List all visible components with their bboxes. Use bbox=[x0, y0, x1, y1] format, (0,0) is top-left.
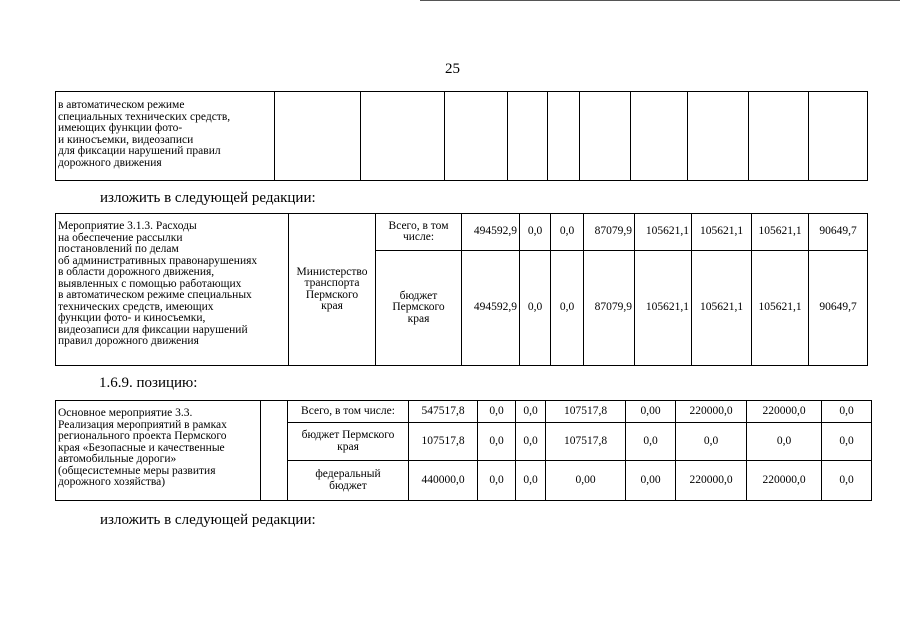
empty-cell bbox=[631, 92, 688, 181]
source-cell: Всего, в том числе: bbox=[376, 214, 462, 251]
empty-cell bbox=[445, 92, 508, 181]
value-cell: 0,0 bbox=[747, 423, 822, 461]
table-previous-continuation bbox=[55, 91, 868, 181]
value-cell: 90649,7 bbox=[809, 251, 868, 366]
value-cell: 107517,8 bbox=[409, 423, 478, 461]
value-cell: 0,0 bbox=[478, 401, 516, 423]
value-cell: 220000,0 bbox=[676, 461, 747, 501]
value-cell: 0,0 bbox=[551, 214, 584, 251]
empty-cell bbox=[275, 92, 361, 181]
value-cell: 0,00 bbox=[546, 461, 626, 501]
empty-cell bbox=[688, 92, 749, 181]
value-cell: 0,0 bbox=[516, 461, 546, 501]
empty-cell bbox=[580, 92, 631, 181]
page-number: 25 bbox=[445, 61, 460, 77]
value-cell: 0,0 bbox=[822, 401, 872, 423]
value-cell: 0,0 bbox=[551, 251, 584, 366]
value-cell: 0,0 bbox=[822, 461, 872, 501]
value-cell: 105621,1 bbox=[692, 251, 752, 366]
table-measure-3-1-3 bbox=[55, 213, 868, 366]
value-cell: 105621,1 bbox=[752, 214, 809, 251]
table-main-measure-3-3 bbox=[55, 400, 872, 501]
value-cell: 220000,0 bbox=[676, 401, 747, 423]
measure-description: Основное мероприятие 3.3. Реализация мероприятий в рамках регионального проекта Пермского края «Безопасные и качественные автомобильные дороги» (общесистемные меры развития дорожного хозяйства) bbox=[56, 401, 261, 501]
source-cell: бюджет Пермского края bbox=[288, 423, 409, 461]
source-cell: бюджет Пермского края bbox=[376, 251, 462, 366]
value-cell: 0,0 bbox=[478, 423, 516, 461]
empty-cell bbox=[749, 92, 809, 181]
empty-cell bbox=[361, 92, 445, 181]
empty-cell bbox=[508, 92, 548, 181]
value-cell: 105621,1 bbox=[635, 214, 692, 251]
value-cell: 0,0 bbox=[478, 461, 516, 501]
value-cell: 105621,1 bbox=[752, 251, 809, 366]
value-cell: 440000,0 bbox=[409, 461, 478, 501]
source-cell: Всего, в том числе: bbox=[288, 401, 409, 423]
value-cell: 105621,1 bbox=[692, 214, 752, 251]
value-cell: 0,0 bbox=[520, 251, 551, 366]
value-cell: 494592,9 bbox=[462, 214, 520, 251]
value-cell: 87079,9 bbox=[584, 251, 635, 366]
caption-position: 1.6.9. позицию: bbox=[99, 375, 198, 391]
value-cell: 220000,0 bbox=[747, 401, 822, 423]
value-cell: 107517,8 bbox=[546, 401, 626, 423]
value-cell: 107517,8 bbox=[546, 423, 626, 461]
value-cell: 220000,0 bbox=[747, 461, 822, 501]
value-cell: 105621,1 bbox=[635, 251, 692, 366]
value-cell: 0,0 bbox=[822, 423, 872, 461]
value-cell: 0,0 bbox=[520, 214, 551, 251]
measure-description: Мероприятие 3.1.3. Расходы на обеспечение рассылки постановлений по делам об административных правонарушениях в области дорожного движения, выявленных с помощью работающих в автоматическом режиме специальных технических средств, имеющих функции фото- и киносъемки, видеозаписи для фиксации нарушений правил дорожного движения bbox=[56, 214, 289, 366]
executor-cell bbox=[261, 401, 288, 501]
caption-new-edition-2: изложить в следующей редакции: bbox=[100, 512, 316, 528]
value-cell: 547517,8 bbox=[409, 401, 478, 423]
value-cell: 0,00 bbox=[626, 401, 676, 423]
executor-cell: Министерство транспорта Пермского края bbox=[289, 214, 376, 366]
value-cell: 494592,9 bbox=[462, 251, 520, 366]
measure-description: в автоматическом режиме специальных технических средств, имеющих функции фото- и киносъемки, видеозаписи для фиксации нарушений правил дорожного движения bbox=[56, 92, 275, 181]
empty-cell bbox=[809, 92, 868, 181]
value-cell: 87079,9 bbox=[584, 214, 635, 251]
value-cell: 90649,7 bbox=[809, 214, 868, 251]
caption-new-edition: изложить в следующей редакции: bbox=[100, 190, 316, 206]
value-cell: 0,0 bbox=[516, 401, 546, 423]
value-cell: 0,00 bbox=[626, 461, 676, 501]
source-cell: федеральный бюджет bbox=[288, 461, 409, 501]
top-rule bbox=[420, 0, 900, 1]
value-cell: 0,0 bbox=[516, 423, 546, 461]
value-cell: 0,0 bbox=[626, 423, 676, 461]
value-cell: 0,0 bbox=[676, 423, 747, 461]
empty-cell bbox=[548, 92, 580, 181]
